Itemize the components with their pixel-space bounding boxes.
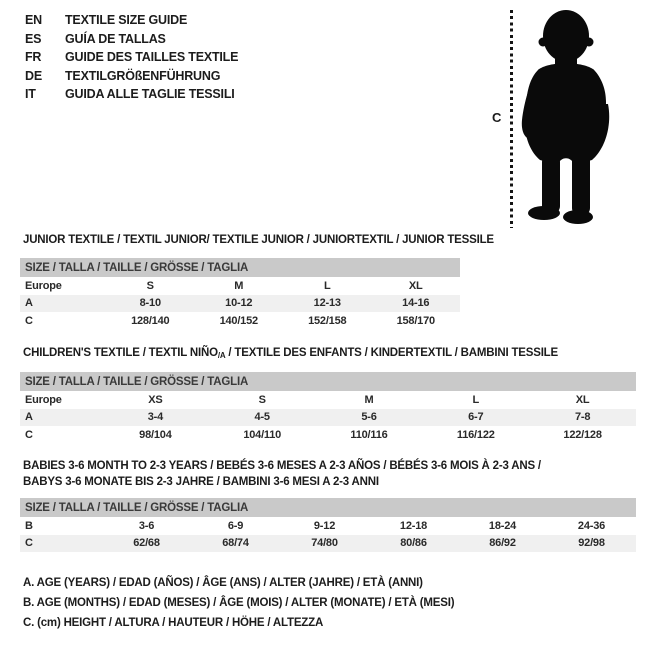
table-row-height <box>20 426 636 444</box>
table-row-age <box>20 295 460 313</box>
junior-section-title: JUNIOR TEXTILE / TEXTIL JUNIOR/ TEXTILE JUNIOR / JUNIORTEXTIL / JUNIOR TESSILE <box>23 234 494 246</box>
table-row-europe <box>20 391 636 409</box>
table-cell: 116/122 <box>456 428 495 441</box>
size-header-label: SIZE / TALLA / TAILLE / GRÖSSE / TAGLIA <box>20 498 636 517</box>
size-header-bar <box>20 258 460 277</box>
language-row-es <box>25 30 238 49</box>
language-code: IT <box>25 87 36 101</box>
language-code: FR <box>25 50 42 64</box>
language-row-it <box>25 85 238 104</box>
language-label: GUIDE DES TAILLES TEXTILE <box>65 50 239 64</box>
table-cell: XL <box>408 279 423 292</box>
language-label: GUIDA ALLE TAGLIE TESSILI <box>65 87 235 101</box>
footnote-c: C. (cm) HEIGHT / ALTURA / HAUTEUR / HÖHE / ALTEZZA <box>23 617 324 629</box>
language-label: TEXTILE SIZE GUIDE <box>65 13 188 27</box>
babies-size-table <box>20 498 636 552</box>
language-row-en <box>25 11 238 30</box>
junior-size-table <box>20 258 460 330</box>
table-cell: S <box>146 279 154 292</box>
table-cell: 110/116 <box>350 428 388 441</box>
language-code: DE <box>25 68 42 83</box>
footnote-b: B. AGE (MONTHS) / EDAD (MESES) / ÂGE (MOIS) / ALTER (MONATE) / ETÀ (MESI) <box>23 597 455 609</box>
children-title-pre: CHILDREN'S TEXTILE / TEXTIL NIÑO <box>23 347 218 359</box>
size-header-label: SIZE / TALLA / TAILLE / GRÖSSE / TAGLIA <box>20 372 636 391</box>
table-cell: 12-13 <box>283 295 372 313</box>
table-cell: 8-10 <box>106 295 195 313</box>
table-cell: 6-7 <box>422 409 529 427</box>
table-cell: 98/104 <box>139 428 172 441</box>
table-cell: 86/92 <box>458 535 547 553</box>
language-header <box>25 11 238 104</box>
table-cell: L <box>472 393 480 406</box>
language-label: GUÍA DE TALLAS <box>65 31 166 46</box>
babies-section-title <box>23 459 623 490</box>
height-measure-figure <box>488 6 640 234</box>
children-title-subscript: /A <box>217 351 226 360</box>
size-header-bar <box>20 498 636 517</box>
table-row-months <box>20 517 636 535</box>
table-row-height <box>20 535 636 553</box>
table-cell: 5-6 <box>316 409 423 427</box>
row-label: Europe <box>25 279 62 292</box>
row-label: C <box>25 428 33 441</box>
table-cell: M <box>234 279 244 292</box>
table-cell: 3-4 <box>102 409 209 427</box>
table-cell: 80/86 <box>369 535 458 553</box>
table-cell: M <box>364 393 374 406</box>
table-cell: 6-9 <box>227 519 244 532</box>
language-row-fr <box>25 48 238 67</box>
table-cell: 104/110 <box>243 428 282 441</box>
table-cell: 12-18 <box>399 519 428 532</box>
table-cell: 7-8 <box>529 409 636 427</box>
table-cell: 18-24 <box>488 519 517 532</box>
table-cell: 128/140 <box>131 314 170 327</box>
size-header-bar <box>20 372 636 391</box>
language-label: TEXTILGRÖßENFÜHRUNG <box>65 68 221 83</box>
language-code: EN <box>25 13 42 27</box>
table-cell: 24-36 <box>577 519 606 532</box>
table-row-height <box>20 312 460 330</box>
children-size-table <box>20 372 636 444</box>
table-cell: XS <box>148 393 163 406</box>
row-label: Europe <box>25 393 62 406</box>
table-cell: 9-12 <box>313 519 336 532</box>
legend-footnotes <box>23 573 454 633</box>
language-row-de <box>25 67 238 86</box>
row-label: A <box>20 295 106 313</box>
row-label: A <box>20 409 102 427</box>
toddler-silhouette-icon <box>518 8 618 228</box>
measure-c-label: C <box>492 110 502 125</box>
table-cell: 152/158 <box>308 314 347 327</box>
table-cell: 10-12 <box>195 295 284 313</box>
row-label: C <box>25 314 33 327</box>
table-cell: 3-6 <box>138 519 155 532</box>
table-cell: 122/128 <box>563 428 602 441</box>
table-cell: 92/98 <box>547 535 636 553</box>
table-row-europe <box>20 277 460 295</box>
table-cell: 14-16 <box>372 295 461 313</box>
table-cell: 68/74 <box>191 535 280 553</box>
table-row-age <box>20 409 636 427</box>
babies-title-line1: BABIES 3-6 MONTH TO 2-3 YEARS / BEBÉS 3-6 MESES A 2-3 AÑOS / BÉBÉS 3-6 MOIS À 2-3 ANS / <box>23 460 541 472</box>
size-header-label: SIZE / TALLA / TAILLE / GRÖSSE / TAGLIA <box>20 258 460 277</box>
footnote-a: A. AGE (YEARS) / EDAD (AÑOS) / ÂGE (ANS) / ALTER (JAHRE) / ETÀ (ANNI) <box>23 577 423 589</box>
table-cell: 62/68 <box>102 535 191 553</box>
babies-title-line2: BABYS 3-6 MONATE BIS 2-3 JAHRE / BAMBINI 3-6 MESI A 2-3 ANNI <box>23 475 379 488</box>
table-cell: 74/80 <box>280 535 369 553</box>
row-label: B <box>25 519 33 532</box>
row-label: C <box>20 535 102 553</box>
children-title-post: / TEXTILE DES ENFANTS / KINDERTEXTIL / BAMBINI TESSILE <box>225 347 558 359</box>
children-section-title <box>23 347 558 360</box>
table-cell: XL <box>575 393 590 406</box>
table-cell: 4-5 <box>209 409 316 427</box>
height-dotted-line <box>510 10 513 228</box>
table-cell: S <box>258 393 266 406</box>
table-cell: 158/170 <box>396 314 435 327</box>
language-code: ES <box>25 31 42 46</box>
table-cell: L <box>323 279 331 292</box>
table-cell: 140/152 <box>219 314 258 327</box>
